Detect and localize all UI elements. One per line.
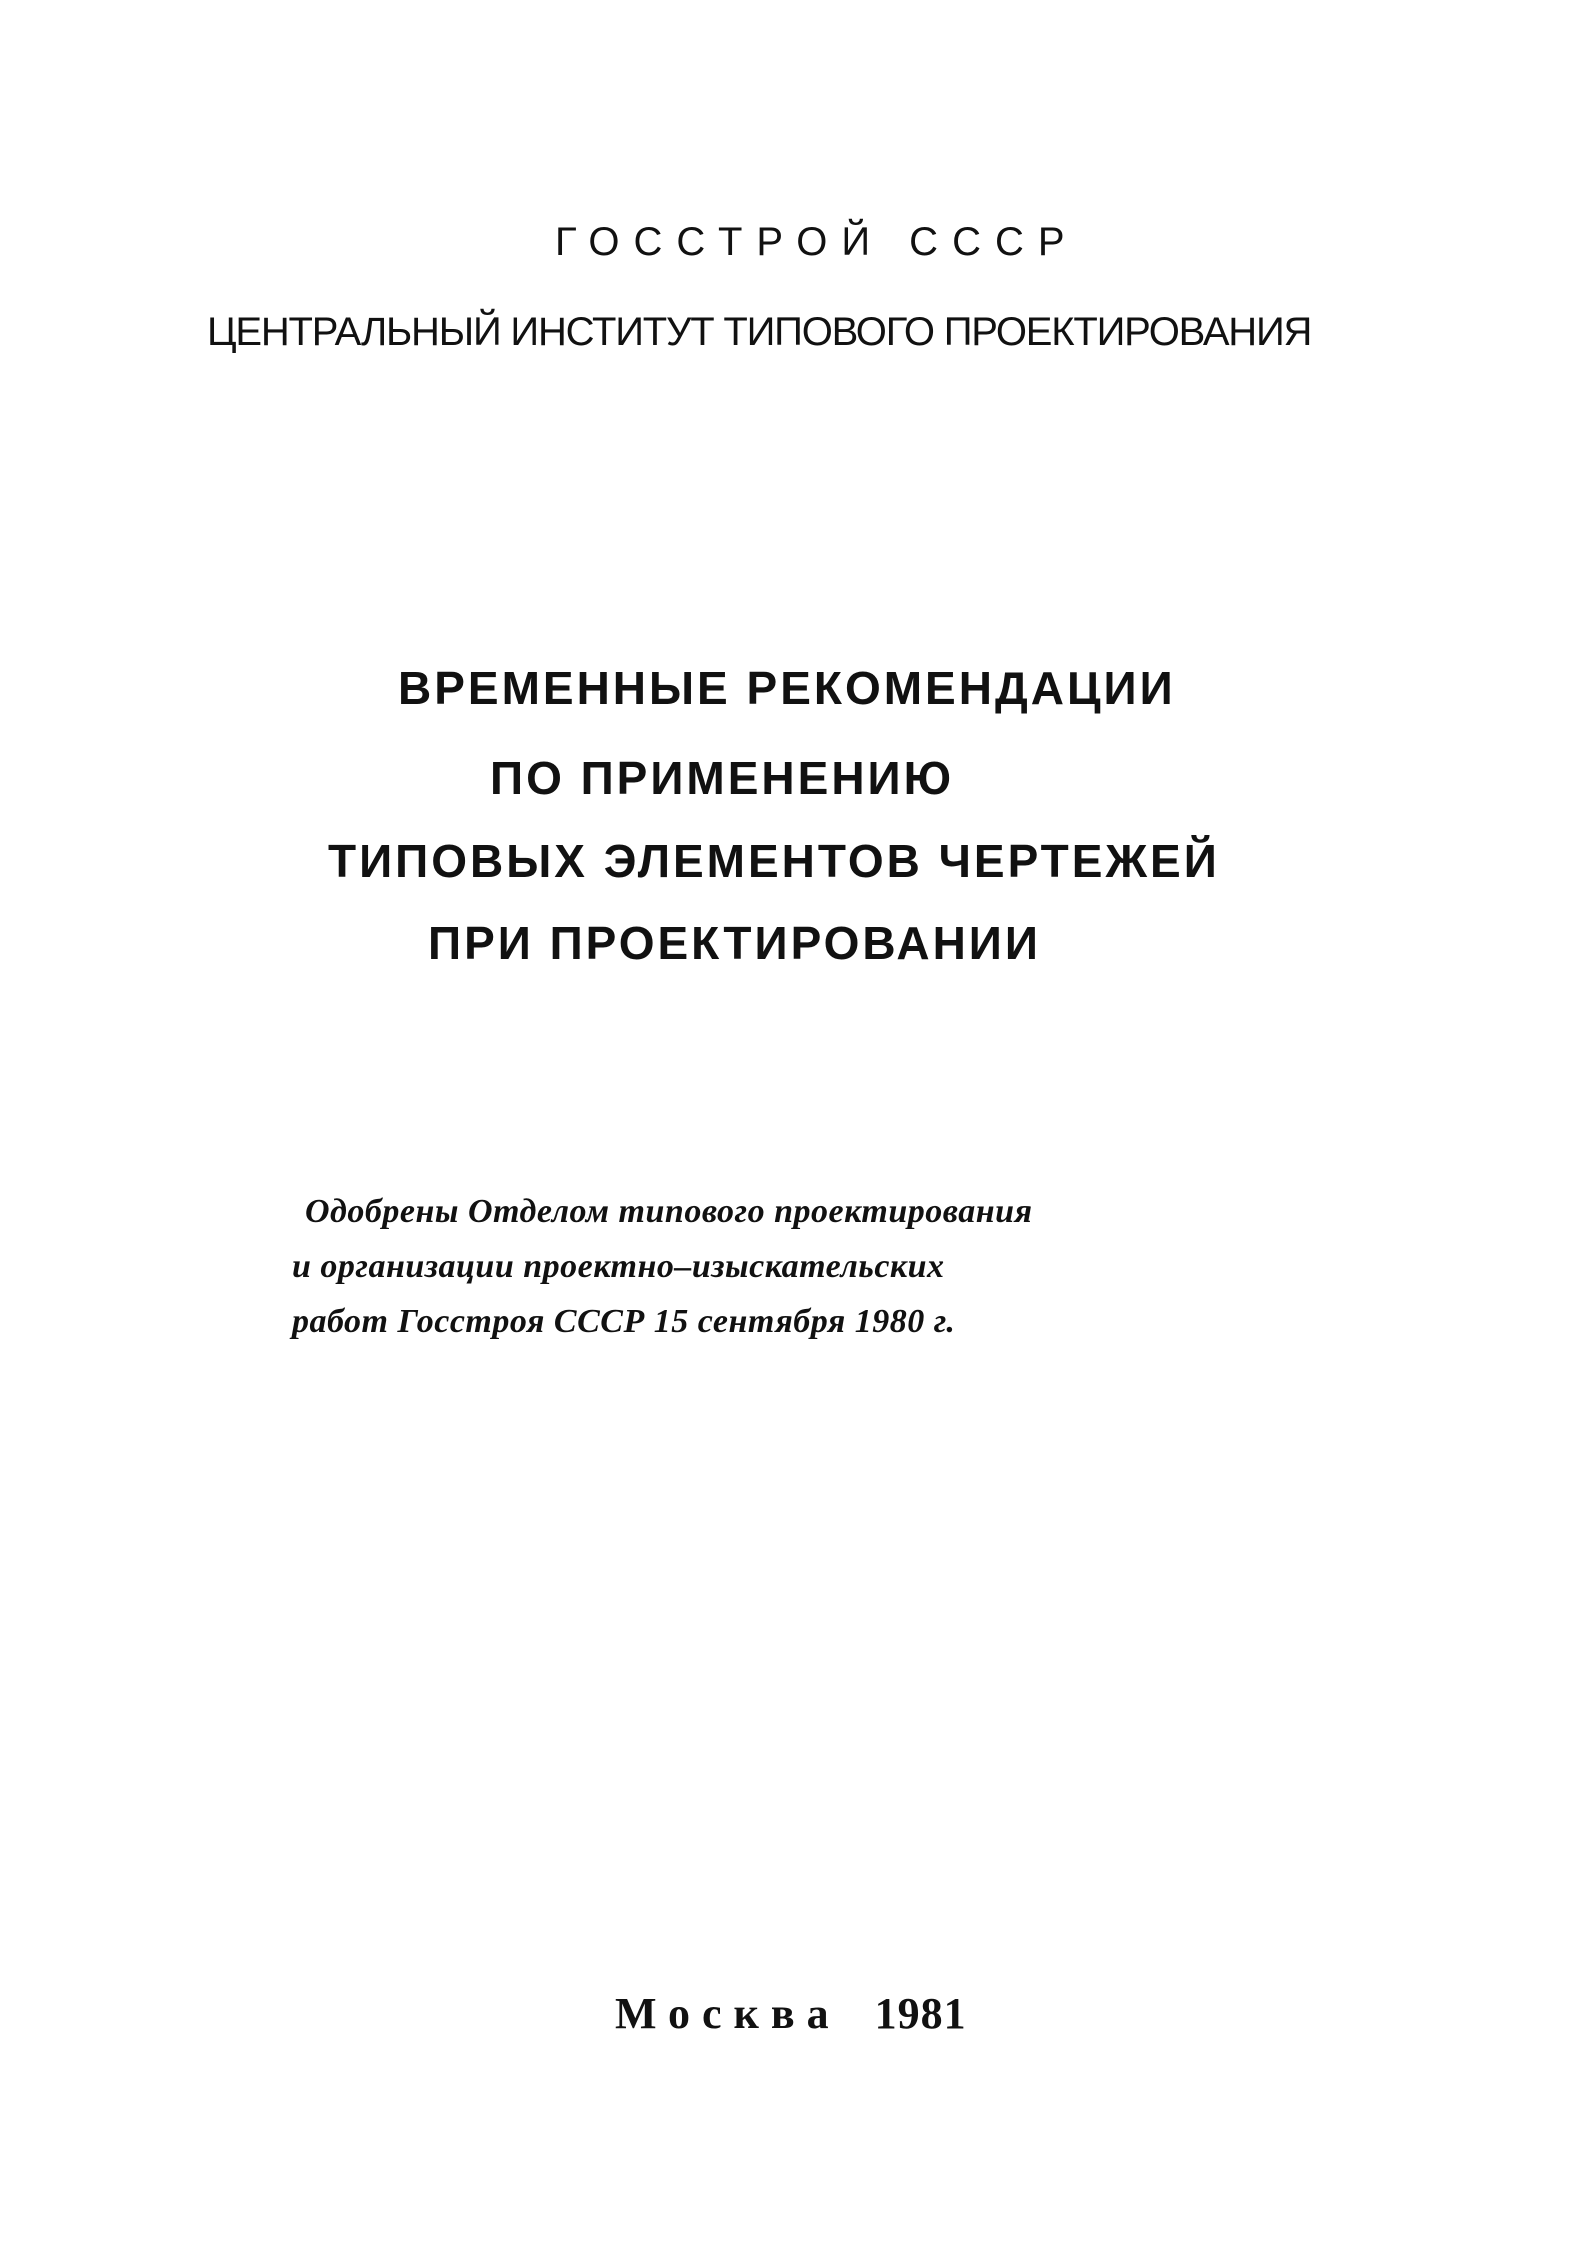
institute-name: ЦЕНТРАЛЬНЫЙ ИНСТИТУТ ТИПОВОГО ПРОЕКТИРОВАНИЯ (207, 310, 1312, 354)
title-line-1: ВРЕМЕННЫЕ РЕКОМЕНДАЦИИ (398, 662, 1176, 714)
title-line-3: ТИПОВЫХ ЭЛЕМЕНТОВ ЧЕРТЕЖЕЙ (328, 835, 1220, 887)
imprint-city: Москва (615, 1989, 841, 2038)
approval-line-3: работ Госстроя СССР 15 сентября 1980 г. (292, 1303, 956, 1340)
approval-line-1: Одобрены Отделом типового проектирования (305, 1193, 1033, 1230)
title-line-2: ПО ПРИМЕНЕНИЮ (490, 752, 955, 804)
agency-name: ГОССТРОЙ СССР (555, 220, 1079, 264)
approval-line-2: и организации проектно–изыскательских (292, 1248, 945, 1285)
imprint (615, 1989, 967, 2038)
imprint-year: 1981 (874, 1989, 967, 2038)
title-line-4: ПРИ ПРОЕКТИРОВАНИИ (428, 917, 1041, 969)
